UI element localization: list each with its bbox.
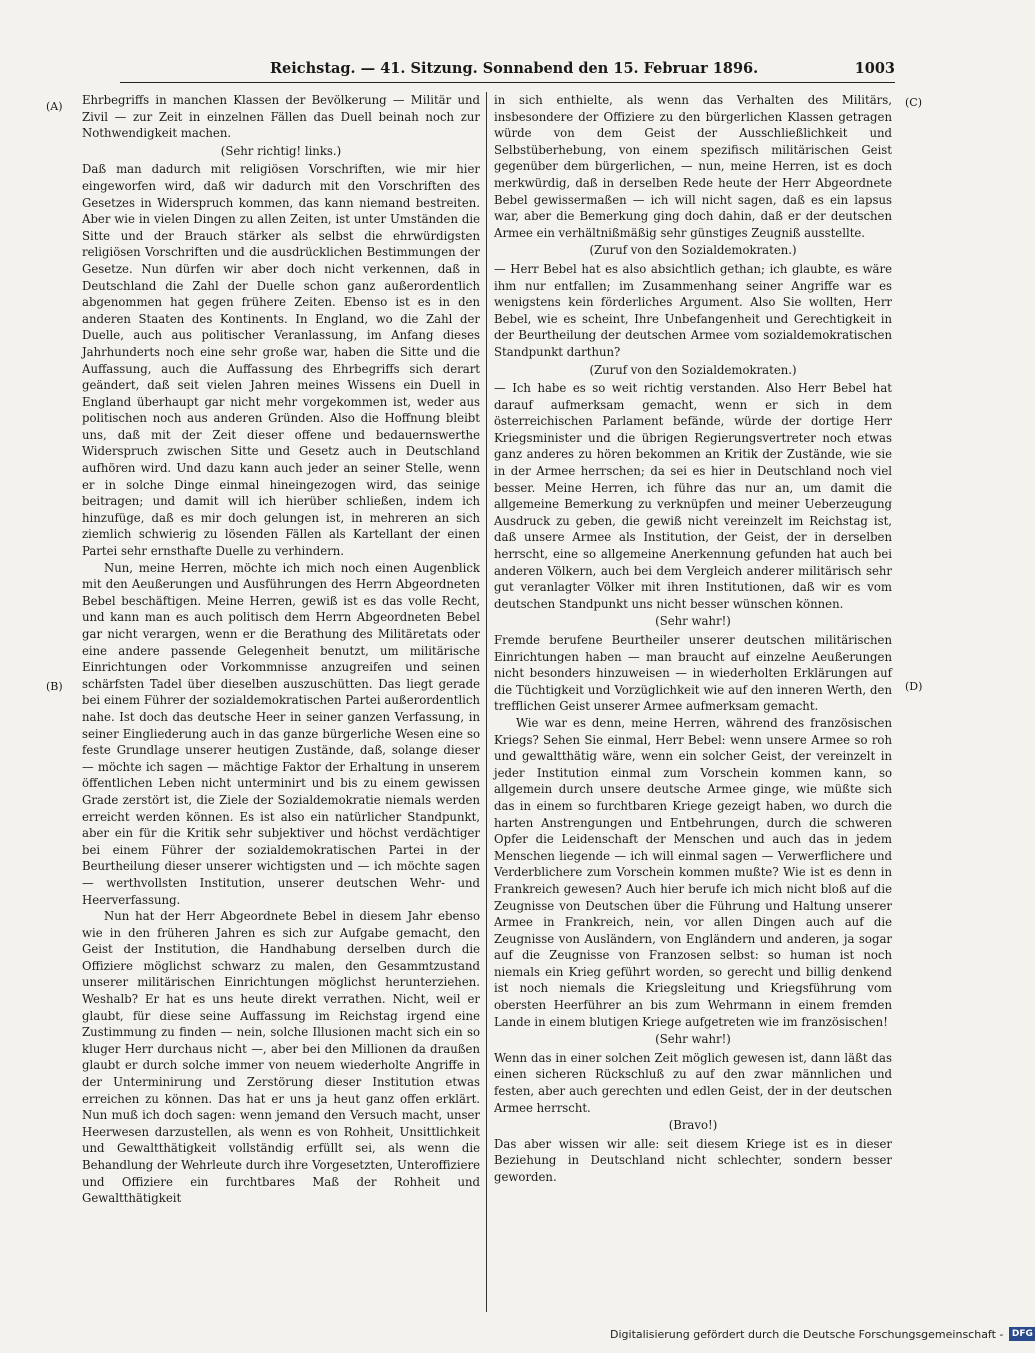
interjection: (Zuruf von den Sozialdemokraten.) (589, 243, 797, 258)
footer-credit (610, 1325, 1035, 1343)
paragraph: Ehrbegriffs in manchen Klassen der Bevölkerung — Militär und Zivil — zur Zeit in einzelnen Fällen das Duell beinah noch zur Nothwendigkeit machen. (82, 93, 480, 141)
column-rule (486, 92, 487, 1312)
margin-marker-a: (A) (46, 100, 63, 113)
page-header (120, 60, 895, 80)
paragraph: — Ich habe es so weit richtig verstanden. Also Herr Bebel hat darauf aufmerksam gemacht, wenn er sich in dem österreichischen Parlament befände, würde der dortige Herr Kriegsminister und die übrigen Regierungsvertreter noch etwas ganz anderes zu hören bekommen an Kritik der Zustände, wie sie in der Armee herrschen; da sei es hier in Deutschland noch viel besser. Meine Herren, ich führe das nur an, um damit die allgemeine Bemerkung zu verknüpfen und meiner Ueberzeugung Ausdruck zu geben, die gewiß nicht vereinzelt im Reichstag ist, daß unsere Armee als Institution, der Geist, der in derselben herrscht, eine so allgemeine Anerkennung gefunden hat auch bei anderen Völkern, auch bei dem Vergleich anderer militärisch sehr gut veranlagter Völker mit ihren Institutionen, daß wir es vom deutschen Standpunkt uns nicht besser wünschen können. (494, 381, 892, 611)
paragraph: Daß man dadurch mit religiösen Vorschriften, wie mir hier eingeworfen wird, daß wir dadurch mit den Vorschriften des Gesetzes in Widerspruch kommen, das kann niemand bestreiten. Aber wie in vielen Dingen zu allen Zeiten, ist unter Umständen die Sitte und der Brauch stärker als selbst die ehrwürdigsten religiösen Vorschriften und die ausdrücklichen Bestimmungen der Gesetze. Nun dürfen wir aber doch nicht verkennen, daß in Deutschland die Zahl der Duelle schon ganz außerordentlich abgenommen hat gegen frühere Zeiten. Ebenso ist es in den anderen Staaten des Kontinents. In England, wo die Zahl der Duelle, auch aus politischer Veranlassung, im Anfang dieses Jahrhunderts noch eine sehr große war, haben die Sitte und die Auffassung, auch die Auffassung des Ehrbegriffs sich derart geändert, daß seit vielen Jahren meines Wissens ein Duell in England überhaupt gar nicht mehr vorgekommen ist, weder aus politischen noch aus anderen Gründen. Also die Hoffnung bleibt uns, daß mit der Zeit dieser offene und bedauernswerthe Widerspruch zwischen Sitte und Gesetz auch in Deutschland aufhören wird. Und dazu kann auch jeder an seiner Stelle, wenn er in solche Dinge einmal hineingezogen wird, das seinige beitragen; und damit will ich hierüber schließen, indem ich hinzufüge, daß es mir doch gelungen ist, in mehreren an sich ziemlich schwierig zu lösenden Fällen als Kartellant der einen Partei sehr ernsthafte Duelle zu verhindern. (82, 162, 480, 559)
margin-marker-c: (C) (905, 96, 922, 109)
page-number: 1003 (854, 60, 895, 77)
margin-marker-b: (B) (46, 680, 63, 693)
header-rule (120, 82, 895, 83)
paragraph: in sich enthielte, als wenn das Verhalten des Militärs, insbesondere der Offiziere zu den bürgerlichen Klassen getragen würde von dem Geist der Ausschließlichkeit und Selbstüberhebung, von einem spezifisch militärischen Geist gegenüber dem bürgerlichen, — nun, meine Herren, ist es doch merkwürdig, daß in derselben Rede heute der Herr Abgeordnete Bebel gewissermaßen — ich will nicht sagen, daß es ein lapsus war, aber die Bemerkung ging doch dahin, daß er der deutschen Armee ein verhältnißmäßig sehr günstiges Zeugniß ausstellte. (494, 93, 892, 240)
paragraph: Fremde berufene Beurtheiler unserer deutschen militärischen Einrichtungen haben — man braucht auf einzelne Aeußerungen nicht besonders hinzuweisen — in wiederholten Erklärungen auf die Tüchtigkeit und Vorzüglichkeit wie auf den inneren Werth, den trefflichen Geist unserer Armee aufmerksam gemacht. (494, 633, 892, 714)
left-column (82, 92, 480, 1207)
paragraph: Nun, meine Herren, möchte ich mich noch einen Augenblick mit den Aeußerungen und Ausführungen des Herrn Abgeordneten Bebel beschäftigen. Meine Herren, gewiß ist es das volle Recht, und kann man es auch politisch dem Herrn Abgeordneten Bebel gar nicht verargen, wenn er die Berathung des Militäretats oder eine andere passende Gelegenheit benutzt, um militärische Einrichtungen oder Vorkommnisse anzugreifen und seinen schärfsten Tadel über dieselben auszuschütten. Das liegt gerade bei einem Führer der sozialdemokratischen Partei außerordentlich nahe. Ist doch das deutsche Heer in seiner ganzen Verfassung, in seiner Eingliederung auch in das ganze bürgerliche Wesen eine so feste Grundlage unserer heutigen Zustände, daß, solange dieser — möchte ich sagen — mächtige Faktor der Erhaltung in unserem öffentlichen Leben nicht unterminirt und bis zu einem gewissen Grade zerstört ist, die Ziele der Sozialdemokratie niemals werden erreicht werden können. Es ist also ein natürlicher Standpunkt, aber ein für die Kritik sehr subjektiver und höchst verdächtiger bei einem Führer der sozialdemokratischen Partei in der Beurtheilung dieser unserer wichtigsten und — ich möchte sagen — werthvollsten Institution, unserer deutschen Wehr- und Heerverfassung. (82, 560, 480, 907)
running-title: Reichstag. — 41. Sitzung. Sonnabend den 15. Februar 1896. (270, 60, 759, 77)
interjection: (Bravo!) (668, 1118, 718, 1133)
interjection: (Sehr wahr!) (655, 614, 731, 629)
interjection: (Sehr richtig! links.) (220, 143, 342, 158)
paragraph: Wenn das in einer solchen Zeit möglich gewesen ist, dann läßt das einen sicheren Rückschluß zu auf den zwar männlichen und festen, aber auch gerechten und edlen Geist, der in der deutschen Armee herrscht. (494, 1050, 892, 1115)
paragraph: Wie war es denn, meine Herren, während des französischen Kriegs? Sehen Sie einmal, Herr Bebel: wenn unsere Armee so roh und gewaltthätig wäre, wenn ein solcher Geist, der vereinzelt in jeder Institution einmal zum Vorschein kommen kann, so allgemein durch unsere deutsche Armee ginge, wie müßte sich das in einem so furchtbaren Kriege gezeigt haben, wo durch die harten Anstrengungen und Entbehrungen, durch die schweren Opfer die Leidenschaft der Menschen und auch das in jedem Menschen liegende — ich will einmal sagen — Verwerflichere und Verderblichere zum Vorschein kommen mußte? Wie ist es denn in Frankreich gewesen? Auch hier berufe ich mich nicht bloß auf die Zeugnisse von Deutschen über die Führung und Haltung unserer Armee in Frankreich, nein, vor allen Dingen auch auf die Zeugnisse von Ausländern, von Engländern und anderen, ja sogar auf die Zeugnisse von Franzosen selbst: so human ist noch niemals ein Krieg geführt worden, so gerecht und billig denkend ist noch niemals die Kriegsleitung und Kriegsführung vom obersten Heerführer an bis zum Wehrmann in einem fremden Lande in einem blutigen Kriege aufgetreten wie im französischen! (494, 715, 892, 1029)
paragraph: Das aber wissen wir alle: seit diesem Kriege ist es in dieser Beziehung in Deutschland nicht schlechter, sondern besser geworden. (494, 1136, 892, 1184)
dfg-logo: DFG (1009, 1327, 1035, 1341)
interjection: (Sehr wahr!) (655, 1032, 731, 1047)
right-column (494, 92, 892, 1186)
paragraph: Nun hat der Herr Abgeordnete Bebel in diesem Jahr ebenso wie in den früheren Jahren es sich zur Aufgabe gemacht, den Geist der Institution, die Handhabung derselben durch die Offiziere möglichst schwarz zu malen, den Gesammtzustand unserer militärischen Einrichtungen möglichst herunterziehen. Weshalb? Er hat es uns heute direkt verrathen. Nicht, weil er glaubt, für diese seine Auffassung im Reichstag irgend eine Zustimmung zu finden — nein, solche Illusionen macht sich ein so kluger Herr durchaus nicht —, aber bei den Millionen da draußen glaubt er durch solche immer von neuem wiederholte Angriffe in der Unterminirung und Zerstörung dieser Institution etwas erreichen zu können. Das hat er uns ja heut ganz offen erklärt. Nun muß ich doch sagen: wenn jemand den Versuch macht, unser Heerwesen darzustellen, als wenn es von Rohheit, Unsittlichkeit und Gewaltthätigkeit vollständig erfüllt sei, als wenn die Behandlung der Wehrleute durch ihre Vorgesetzten, Unteroffiziere und Offiziere ein furchtbares Maß der Rohheit und Gewaltthätigkeit (82, 909, 480, 1206)
margin-marker-d: (D) (905, 680, 923, 693)
interjection: (Zuruf von den Sozialdemokraten.) (589, 362, 797, 377)
footer-text: Digitalisierung gefördert durch die Deutsche Forschungsgemeinschaft - (610, 1327, 1004, 1341)
paragraph: — Herr Bebel hat es also absichtlich gethan; ich glaubte, es wäre ihm nur entfallen; im Zusammenhang seiner Angriffe war es wenigstens kein förderliches Argument. Also Sie wollten, Herr Bebel, wie es scheint, Ihre Unbefangenheit und Gerechtigkeit in der Beurtheilung der deutschen Armee vom sozialdemokratischen Standpunkt darthun? (494, 261, 892, 359)
